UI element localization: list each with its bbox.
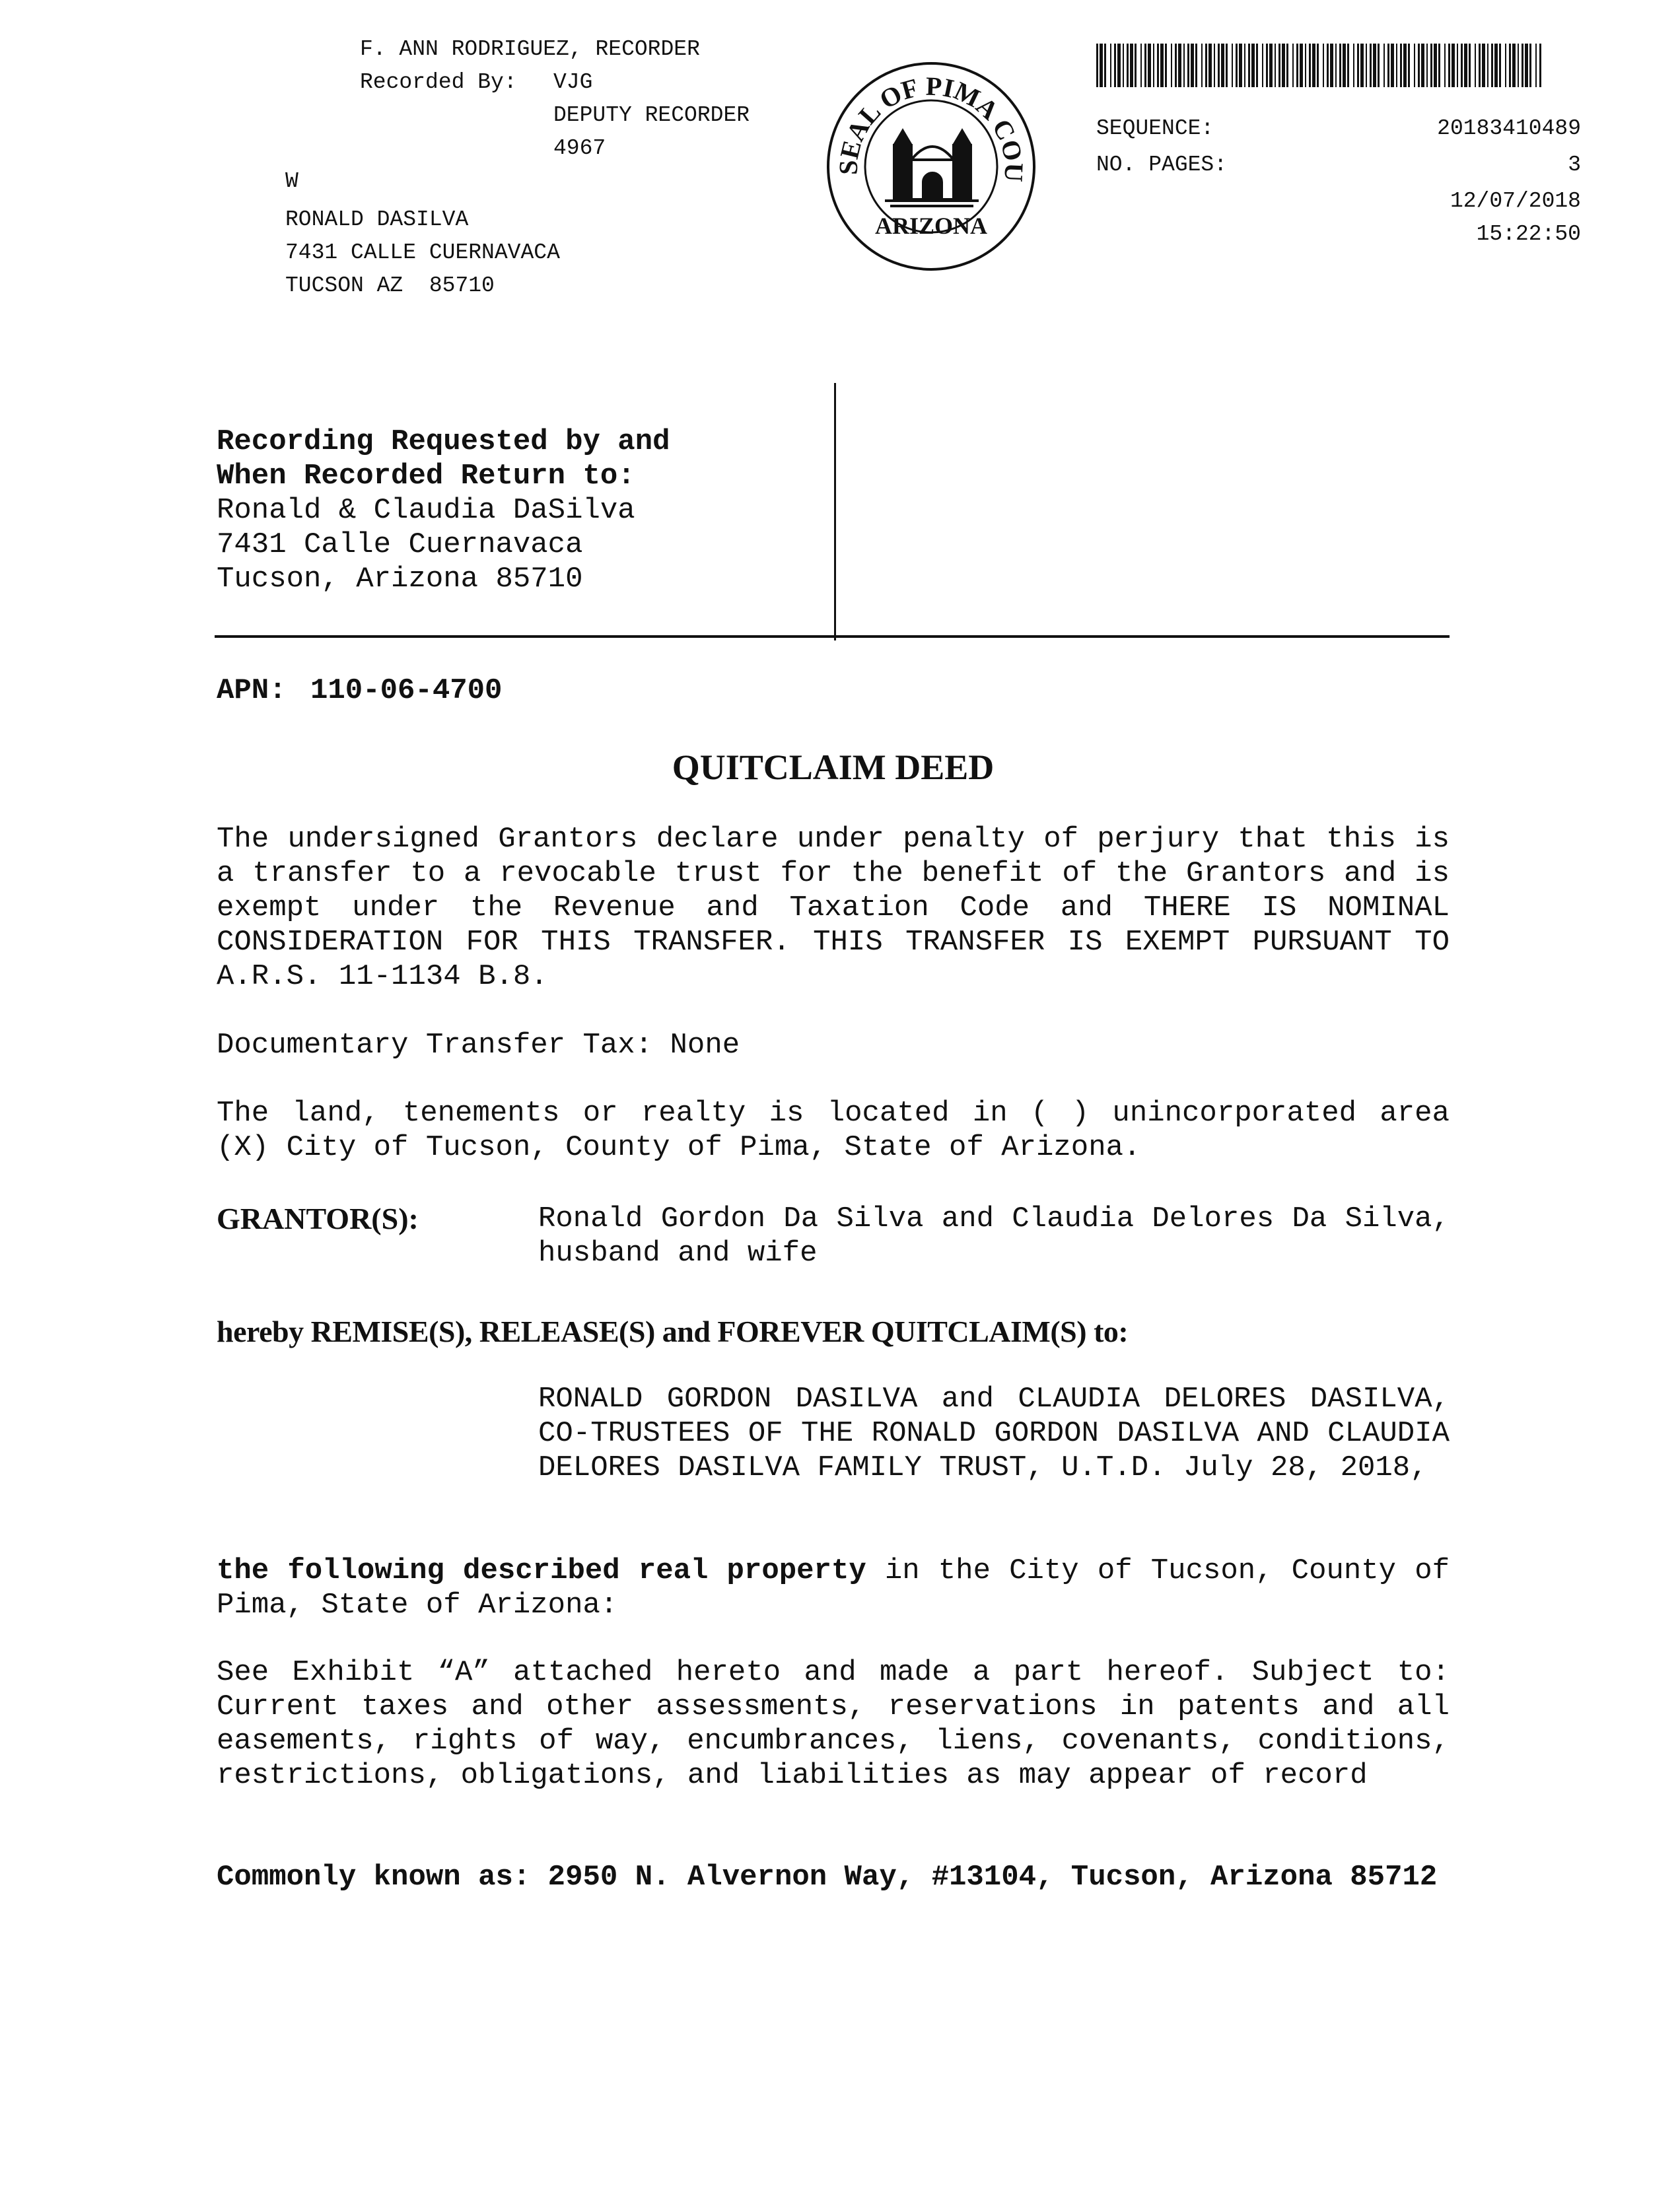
barcode-bar <box>1366 44 1367 87</box>
barcode-bar <box>1312 44 1315 87</box>
barcode-bar <box>1221 44 1224 87</box>
barcode-bar <box>1347 44 1349 87</box>
sequence-label: SEQUENCE: <box>1096 116 1214 141</box>
barcode-bar <box>1452 44 1455 87</box>
barcode-bar <box>1275 44 1276 87</box>
recorder-name: F. ANN RODRIGUEZ, RECORDER <box>360 37 700 61</box>
property-bold-text: the following described real property <box>217 1554 866 1587</box>
barcode-bar <box>1127 44 1129 87</box>
transfer-tax: Documentary Transfer Tax: None <box>217 1029 740 1062</box>
sequence-value: 20183410489 <box>1437 116 1581 141</box>
grantor-value: Ronald Gordon Da Silva and Claudia Delores Da Silva, husband and wife <box>538 1202 1450 1270</box>
barcode-bar <box>1418 44 1420 87</box>
return-name: Ronald & Claudia DaSilva <box>217 494 635 527</box>
barcode-bar <box>1144 44 1146 87</box>
barcode-bar <box>1482 44 1485 87</box>
return-heading-2: When Recorded Return to: <box>217 460 635 493</box>
apn-value: 110-06-4700 <box>310 674 503 707</box>
mail-to-name: RONALD DASILVA <box>285 207 469 232</box>
barcode-bar <box>1475 44 1476 87</box>
barcode-bar <box>1421 44 1424 87</box>
remise-line: hereby REMISE(S), RELEASE(S) and FOREVER QUITCLAIM(S) to: <box>217 1315 1129 1348</box>
barcode-bar <box>1171 44 1172 87</box>
barcode-bar <box>1357 44 1359 87</box>
barcode-bar <box>1236 44 1238 87</box>
barcode-bar <box>1157 44 1159 87</box>
barcode-bar <box>1226 44 1228 87</box>
document-title: QUITCLAIM DEED <box>672 747 995 787</box>
return-street: 7431 Calle Cuernavaca <box>217 528 583 561</box>
barcode-bar <box>1539 44 1541 87</box>
barcode-bar <box>1396 44 1397 87</box>
barcode-bar <box>1330 44 1333 87</box>
record-date: 12/07/2018 <box>1450 189 1581 213</box>
barcode-bar <box>1327 44 1329 87</box>
barcode-bar <box>1300 44 1303 87</box>
barcode-bar <box>1175 44 1177 87</box>
barcode-bar <box>1457 44 1458 87</box>
barcode <box>1096 44 1542 87</box>
svg-text:THE SEAL OF PIMA COUNTY <box>825 61 1029 184</box>
barcode-bar <box>1464 44 1467 87</box>
barcode-bar <box>1183 44 1185 87</box>
barcode-bar <box>1499 44 1501 87</box>
barcode-bar <box>1518 44 1519 87</box>
barcode-bar <box>1487 44 1488 87</box>
barcode-bar <box>1444 44 1446 87</box>
seal-top-text: SEAL OF PIMA COU <box>833 71 1030 183</box>
recorded-by-label: Recorded By: <box>360 70 517 94</box>
barcode-bar <box>1448 44 1450 87</box>
barcode-bar <box>1370 44 1372 87</box>
barcode-bar <box>1512 44 1516 87</box>
barcode-bar <box>1117 44 1121 87</box>
property-paragraph <box>217 1554 1450 1622</box>
barcode-bar <box>1292 44 1294 87</box>
barcode-bar <box>1494 44 1498 87</box>
apn-label: APN: <box>217 674 287 707</box>
barcode-bar <box>1104 44 1106 87</box>
barcode-bar <box>1266 44 1268 87</box>
county-seal <box>825 61 1037 272</box>
barcode-bar <box>1282 44 1285 87</box>
barcode-bar <box>1296 44 1298 87</box>
barcode-bar <box>1408 44 1410 87</box>
mission-building-icon <box>885 131 979 206</box>
barcode-bar <box>1414 44 1415 87</box>
barcode-bar <box>1096 44 1098 87</box>
box-divider-vertical <box>834 383 836 640</box>
pages-label: NO. PAGES: <box>1096 153 1228 177</box>
barcode-bar <box>1373 44 1376 87</box>
barcode-bar <box>1201 44 1203 87</box>
barcode-bar <box>1339 44 1341 87</box>
barcode-bar <box>1509 44 1511 87</box>
barcode-bar <box>1248 44 1250 87</box>
barcode-bar <box>1430 44 1432 87</box>
barcode-bar <box>1244 44 1245 87</box>
barcode-bar <box>1153 44 1154 87</box>
barcode-bar <box>1100 44 1103 87</box>
barcode-bar <box>1286 44 1288 87</box>
barcode-bar <box>1434 44 1437 87</box>
barcode-bar <box>1256 44 1258 87</box>
barcode-bar <box>1360 44 1364 87</box>
barcode-bar <box>1479 44 1481 87</box>
property-rest-text: in the City of Tucson, County of Pima, State of Arizona: <box>217 1554 1450 1622</box>
barcode-bar <box>1130 44 1133 87</box>
barcode-bar <box>1426 44 1428 87</box>
barcode-bar <box>1383 44 1385 87</box>
pages-value: 3 <box>1568 153 1581 177</box>
barcode-bar <box>1232 44 1233 87</box>
barcode-bar <box>1400 44 1402 87</box>
barcode-bar <box>1205 44 1207 87</box>
barcode-bar <box>1309 44 1311 87</box>
barcode-bar <box>1239 44 1242 87</box>
deputy-number: 4967 <box>553 136 606 160</box>
barcode-bar <box>1305 44 1306 87</box>
barcode-bar <box>1491 44 1493 87</box>
barcode-bar <box>1535 44 1537 87</box>
mail-to-street: 7431 CALLE CUERNAVACA <box>285 240 560 265</box>
seal-graphic <box>825 61 1037 272</box>
barcode-bar <box>1214 44 1215 87</box>
barcode-bar <box>1529 44 1531 87</box>
barcode-bar <box>1114 44 1116 87</box>
box-divider-horizontal <box>215 635 1450 638</box>
barcode-bar <box>1195 44 1197 87</box>
barcode-bar <box>1218 44 1220 87</box>
grantee-paragraph: RONALD GORDON DASILVA and CLAUDIA DELORES DASILVA, CO-TRUSTEES OF THE RONALD GORDON DASILVA AND CLAUDIA DELORES DASILVA FAMILY TRUST, U.T.D. July 28, 2018, <box>538 1383 1450 1484</box>
barcode-bar <box>1178 44 1181 87</box>
barcode-bar <box>1391 44 1394 87</box>
barcode-bar <box>1378 44 1380 87</box>
barcode-graphic <box>1096 44 1542 87</box>
barcode-bar <box>1251 44 1255 87</box>
barcode-bar <box>1323 44 1324 87</box>
exhibit-paragraph: See Exhibit “A” attached hereto and made a part hereof. Subject to: Current taxes and other assessments, reservations in patents and all easements, rights of way, encumbrances, liens, covenants, conditions, restrictions, obligations, and liabilities as may appear of record <box>217 1656 1450 1792</box>
barcode-bar <box>1208 44 1212 87</box>
barcode-bar <box>1148 44 1151 87</box>
commonly-known-as: Commonly known as: 2950 N. Alvernon Way, #13104, Tucson, Arizona 85712 <box>217 1861 1438 1894</box>
barcode-bar <box>1123 44 1124 87</box>
barcode-bar <box>1191 44 1194 87</box>
barcode-bar <box>1438 44 1440 87</box>
return-heading-1: Recording Requested by and <box>217 425 670 458</box>
barcode-bar <box>1505 44 1506 87</box>
barcode-bar <box>1187 44 1189 87</box>
barcode-bar <box>1135 44 1137 87</box>
barcode-bar <box>1343 44 1346 87</box>
barcode-bar <box>1353 44 1354 87</box>
barcode-bar <box>1317 44 1319 87</box>
barcode-bar <box>1165 44 1167 87</box>
location-line-1: The land, tenements or realty is located in ( ) unincorporated area <box>217 1097 1450 1130</box>
barcode-bar <box>1403 44 1407 87</box>
barcode-bar <box>1335 44 1337 87</box>
seal-bottom-text: ARIZONA <box>874 213 988 239</box>
code-letter: W <box>285 169 298 193</box>
return-city: Tucson, Arizona 85710 <box>217 563 583 596</box>
barcode-bar <box>1525 44 1528 87</box>
barcode-bar <box>1522 44 1523 87</box>
barcode-bar <box>1269 44 1273 87</box>
record-time: 15:22:50 <box>1476 222 1581 246</box>
barcode-bar <box>1140 44 1142 87</box>
grantor-label: GRANTOR(S): <box>217 1202 419 1235</box>
barcode-bar <box>1469 44 1471 87</box>
declaration-paragraph: The undersigned Grantors declare under penalty of perjury that this is a transfer to a revocable trust for the benefit of the Grantors and is exempt under the Revenue and Taxation Code and THERE IS NOMINAL CONSIDERATION FOR THIS TRANSFER. THIS TRANSFER IS EXEMPT PURSUANT TO A.R.S. 11-1134 B.8. <box>217 823 1450 993</box>
recorded-by-value: VJG <box>553 70 593 94</box>
barcode-bar <box>1461 44 1463 87</box>
location-line-2: (X) City of Tucson, County of Pima, State of Arizona. <box>217 1131 1141 1164</box>
barcode-bar <box>1160 44 1164 87</box>
barcode-bar <box>1262 44 1263 87</box>
mail-to-city: TUCSON AZ 85710 <box>285 273 495 298</box>
deputy-recorder: DEPUTY RECORDER <box>553 103 750 127</box>
barcode-bar <box>1387 44 1389 87</box>
barcode-bar <box>1278 44 1280 87</box>
barcode-bar <box>1110 44 1111 87</box>
